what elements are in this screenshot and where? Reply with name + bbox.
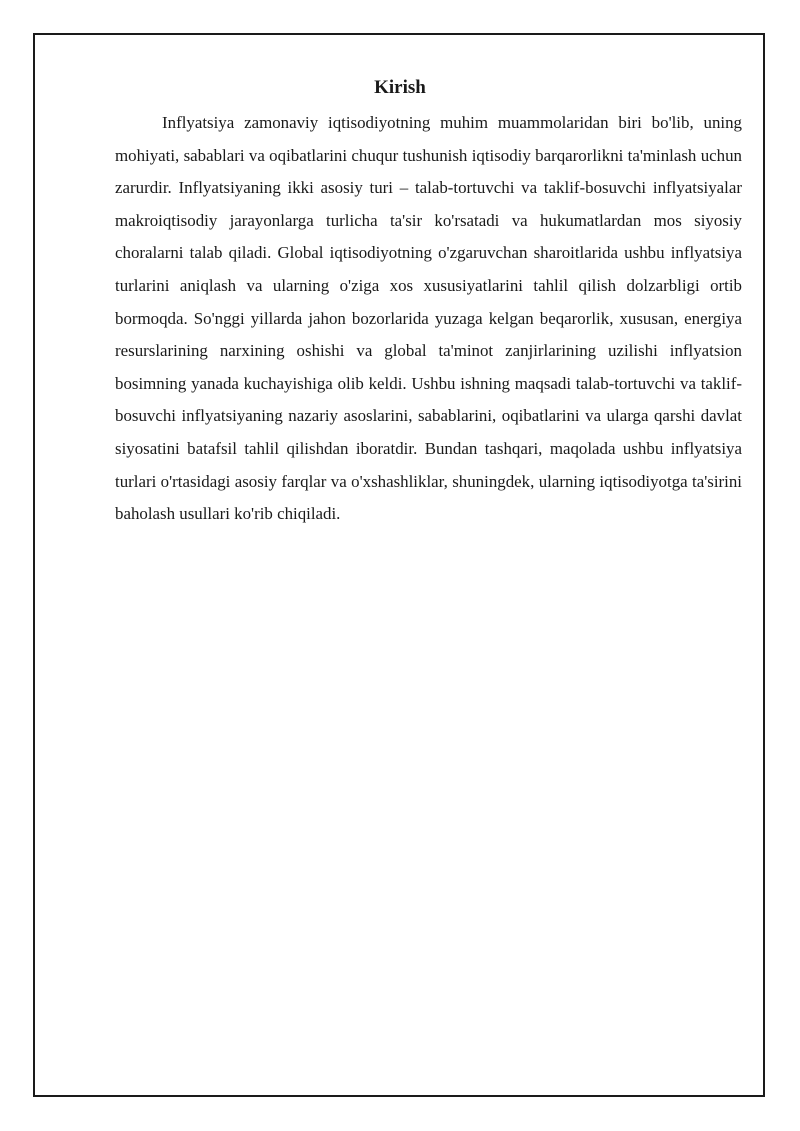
intro-paragraph: Inflyatsiya zamonaviy iqtisodiyotning muhim muammolaridan biri bo'lib, uning mohiyati, sabablari va oqibatlarini chuqur tushunish iqtisodiy barqarorlikni ta'minlash uchun zarurdir. Inflyatsiyaning ikki asosiy turi – talab-tortuvchi va taklif-bosuvchi inflyatsiyalar makroiqtisodiy jarayonlarga turlicha ta'sir ko'rsatadi va hukumatlardan mos siyosiy choralarni talab qiladi. Global iqtisodiyotning o'zgaruvchan sharoitlarida ushbu inflyatsiya turlarini aniqlash va ularning o'ziga xos xususiyatlarini tahlil qilish dolzarbligi ortib bormoqda. So'nggi yillarda jahon bozorlarida yuzaga kelgan beqarorlik, xususan, energiya resurslarining narxining oshishi va global ta'minot zanjirlarining uzilishi inflyatsion bosimning yanada kuchayishiga olib keldi. Ushbu ishning maqsadi talab-tortuvchi va taklif-bosuvchi inflyatsiyaning nazariy asoslarini, sabablarini, oqibatlarini va ularga qarshi davlat siyosatini batafsil tahlil qilishdan iboratdir. Bundan tashqari, maqolada ushbu inflyatsiya turlari o'rtasidagi asosiy farqlar va o'xshashliklar, shuningdek, ularning iqtisodiyotga ta'sirini baholash usullari ko'rib chiqiladi. <box>115 113 742 524</box>
section-title: Kirish <box>374 77 426 98</box>
